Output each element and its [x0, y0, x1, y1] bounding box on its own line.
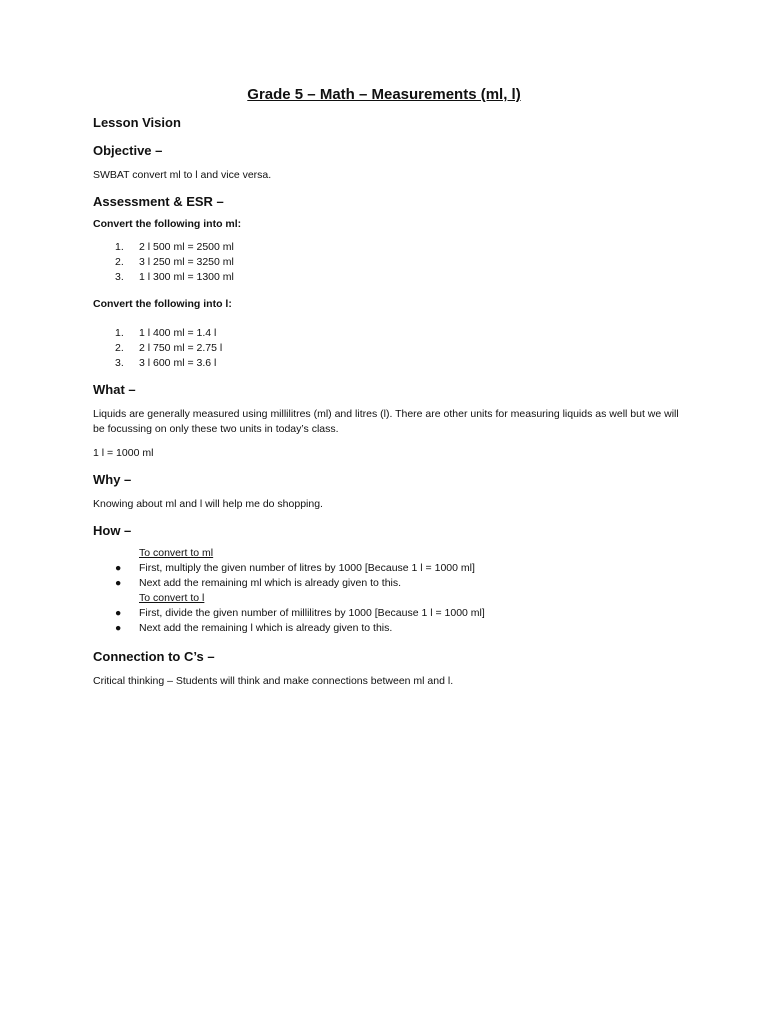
list-item — [93, 255, 693, 270]
list-item-text: Next add the remaining ml which is already given to this. — [139, 577, 402, 589]
list-item — [93, 240, 693, 255]
list-item-text: 3 l 600 ml = 3.6 l — [139, 357, 217, 369]
how-subheading-row — [93, 546, 693, 561]
bullet-icon: ● — [115, 607, 122, 619]
objective-heading: Objective – — [93, 143, 163, 158]
list-item-text: 2 l 500 ml = 2500 ml — [139, 241, 234, 253]
list-number: 1. — [115, 241, 124, 253]
bullet-icon: ● — [115, 562, 122, 574]
objective-text: SWBAT convert ml to l and vice versa. — [93, 169, 272, 181]
convert-to-ml-list — [93, 240, 693, 285]
to-ml-subheading: To convert to ml — [139, 547, 214, 559]
document-page — [93, 86, 693, 700]
list-item — [93, 341, 693, 356]
list-item-text: 3 l 250 ml = 3250 ml — [139, 256, 234, 268]
list-number: 3. — [115, 357, 124, 369]
convert-to-l-label: Convert the following into l: — [93, 298, 232, 310]
list-item-text: 1 l 400 ml = 1.4 l — [139, 327, 217, 339]
assessment-heading: Assessment & ESR – — [93, 194, 224, 209]
list-item-text: 1 l 300 ml = 1300 ml — [139, 271, 234, 283]
list-number: 2. — [115, 342, 124, 354]
list-item-text: First, multiply the given number of litres by 1000 [Because 1 l = 1000 ml] — [139, 562, 475, 574]
list-item-text: Next add the remaining l which is already given to this. — [139, 622, 393, 634]
how-steps — [93, 546, 693, 636]
list-item — [93, 576, 693, 591]
list-item — [93, 561, 693, 576]
how-subheading-row — [93, 591, 693, 606]
why-heading: Why – — [93, 472, 132, 487]
list-item — [93, 356, 693, 371]
list-number: 1. — [115, 327, 124, 339]
list-number: 3. — [115, 271, 124, 283]
convert-to-ml-label: Convert the following into ml: — [93, 218, 242, 230]
convert-to-l-list — [93, 326, 693, 371]
list-item — [93, 606, 693, 621]
what-heading: What – — [93, 382, 136, 397]
list-number: 2. — [115, 256, 124, 268]
to-l-subheading: To convert to l — [139, 592, 205, 604]
connection-heading: Connection to C’s – — [93, 649, 215, 664]
list-item — [93, 326, 693, 341]
connection-text: Critical thinking – Students will think and make connections between ml and l. — [93, 675, 454, 687]
list-item-text: 2 l 750 ml = 2.75 l — [139, 342, 223, 354]
list-item-text: First, divide the given number of millilitres by 1000 [Because 1 l = 1000 ml] — [139, 607, 485, 619]
how-heading: How – — [93, 523, 132, 538]
list-item — [93, 270, 693, 285]
list-item — [93, 621, 693, 636]
bullet-icon: ● — [115, 622, 122, 634]
why-text: Knowing about ml and l will help me do shopping. — [93, 498, 323, 510]
page-title: Grade 5 – Math – Measurements (ml, l) — [247, 86, 521, 103]
what-equation: 1 l = 1000 ml — [93, 447, 154, 459]
what-text: Liquids are generally measured using millilitres (ml) and litres (l). There are other units for measuring liquids as well but we will be focussing on only these two units in today’s class. — [93, 408, 679, 435]
bullet-icon: ● — [115, 577, 122, 589]
lesson-vision-heading: Lesson Vision — [93, 115, 181, 130]
